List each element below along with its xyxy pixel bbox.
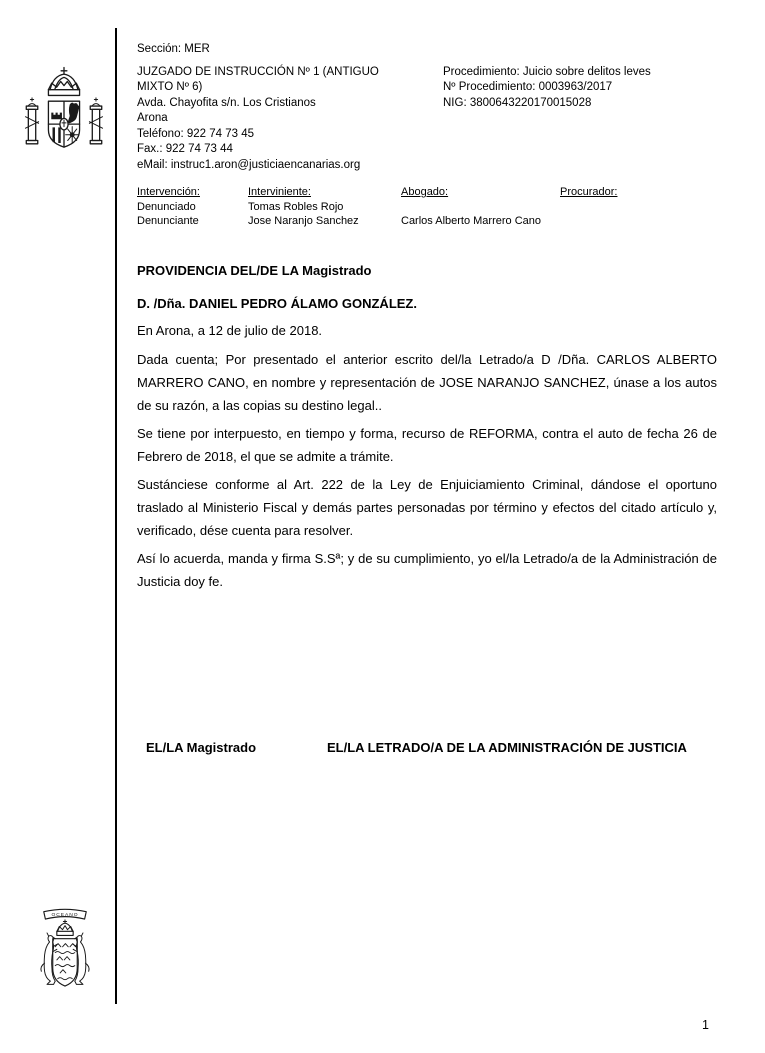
- date-line: En Arona, a 12 de julio de 2018.: [137, 323, 323, 338]
- paragraph: Dada cuenta; Por presentado el anterior escrito del/la Letrado/a D /Dña. CARLOS ALBERTO MARRERO CANO, en nombre y representación de JOSE NARANJO SANCHEZ, únase a los autos de su razón, a las copias su destino legal..: [137, 352, 717, 413]
- document-body: [137, 259, 717, 598]
- canary-banner-text: OCEANO: [51, 913, 79, 919]
- parties-header-row: [137, 185, 722, 200]
- column-header-intervencion: Intervención:: [137, 186, 200, 198]
- court-info: [137, 65, 437, 174]
- left-margin-rule: [115, 28, 117, 1004]
- paragraph: Así lo acuerda, manda y firma S.Sª; y de su cumplimiento, yo el/la Letrado/a de la Administración de Justicia doy fe.: [137, 551, 717, 589]
- column-header-interviniente: Interviniente:: [248, 186, 311, 198]
- column-header-abogado: Abogado:: [401, 186, 449, 198]
- procedure-info: [443, 65, 651, 112]
- signature-magistrado: EL/LA Magistrado: [146, 740, 257, 755]
- table-row: [137, 200, 722, 215]
- procedure-nig: NIG: 3800643220170015028: [443, 96, 592, 109]
- table-row: [137, 214, 722, 229]
- court-phone: Teléfono: 922 74 73 45: [137, 127, 255, 140]
- cell-procurador: [560, 214, 722, 229]
- document-title: PROVIDENCIA DEL/DE LA Magistrado: [137, 263, 372, 278]
- paragraph: Se tiene por interpuesto, en tiempo y forma, recurso de REFORMA, contra el auto de fecha 26 de Febrero de 2018, el que se admite a trámite.: [137, 426, 717, 464]
- cell-intervencion: Denunciante: [137, 215, 199, 227]
- court-address: Avda. Chayofita s/n. Los Cristianos: [137, 96, 316, 109]
- signature-row: [137, 740, 717, 762]
- court-name-line2: MIXTO Nº 6): [137, 81, 203, 93]
- signature-letrado: EL/LA LETRADO/A DE LA ADMINISTRACIÓN DE JUSTICIA: [327, 740, 687, 755]
- court-fax: Fax.: 922 74 73 44: [137, 143, 233, 155]
- cell-abogado: Carlos Alberto Marrero Cano: [401, 215, 542, 227]
- page-number: 1: [702, 1018, 709, 1032]
- paragraph: Sustánciese conforme al Art. 222 de la Ley de Enjuiciamiento Criminal, dándose el oportuno traslado al Ministerio Fiscal y demás partes personadas por término y efectos del citado artículo y, verificado, dése cuenta para resolver.: [137, 477, 717, 538]
- procedure-type: Procedimiento: Juicio sobre delitos leves: [443, 65, 651, 78]
- court-email: eMail: instruc1.aron@justiciaencanarias.org: [137, 158, 361, 171]
- column-header-procurador: Procurador:: [560, 186, 618, 198]
- cell-procurador: [560, 200, 722, 215]
- parties-table: [137, 185, 722, 229]
- procedure-number: Nº Procedimiento: 0003963/2017: [443, 81, 613, 93]
- court-name-line1: JUZGADO DE INSTRUCCIÓN Nº 1 (ANTIGUO: [137, 65, 379, 78]
- judge-name: D. /Dña. DANIEL PEDRO ÁLAMO GONZÁLEZ.: [137, 296, 417, 311]
- court-section: Sección: MER: [137, 43, 210, 55]
- cell-abogado: [401, 200, 560, 215]
- cell-interviniente: Tomas Robles Rojo: [248, 200, 344, 213]
- cell-intervencion: Denunciado: [137, 200, 196, 213]
- document-header: [137, 42, 727, 173]
- canary-coat-of-arms-icon: [23, 906, 107, 1004]
- court-city: Arona: [137, 112, 168, 124]
- cell-interviniente: Jose Naranjo Sanchez: [248, 215, 359, 227]
- spain-coat-of-arms-icon: [23, 64, 105, 158]
